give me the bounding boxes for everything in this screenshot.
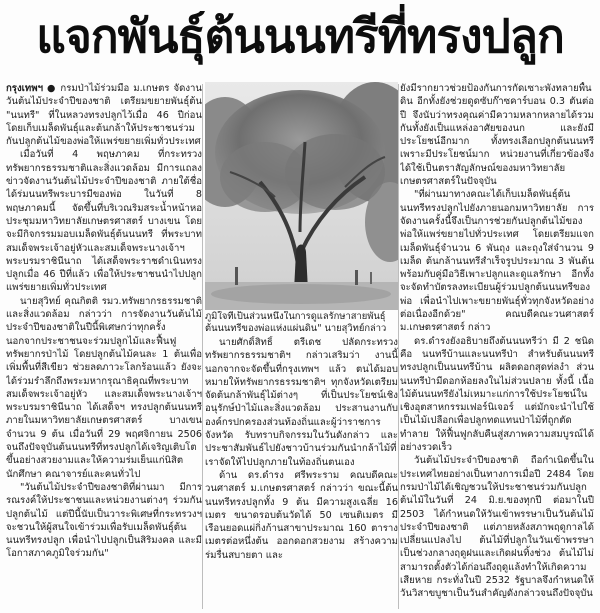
lead-paragraph bbox=[6, 82, 202, 148]
paragraph: ด้าน ดร.ดำรง ศรีพระราม คณบดีคณะวนศาสตร์ ม.เกษตรศาสตร์ กล่าวว่า ขณะนี้ต้นนนทรีทรงปลูกทั้ง 9 ต้น มีความสูงเฉลี่ย 16 เมตร ขนาดรอบต้นวัดได้ 50 เซนติเมตร มีเรือนยอดแผ่กิ่งก้านสาขาประมาณ 160 ตารางเมตรต่อหนึ่งต้น ออกดอกสวยงาม สร้างความร่มรื่นสบายตา และ bbox=[205, 469, 398, 561]
article-column-2 bbox=[205, 336, 398, 613]
column-divider bbox=[202, 84, 203, 609]
lead-text: กรมป่าไม้ร่วมมือ ม.เกษตร จัดงานวันต้นไม้ประจำปีของชาติ เตรียมขยายพันธุ์ต้น "นนทรี" ที่ในหลวงทรงปลูกไว้เมื่อ 46 ปีก่อน โดยเก็บเมล็ดพันธุ์และต้นกล้าให้ประชาชนร่วมกันปลูกต้นไม้ของพ่อให้แพร่ขยายเพิ่มทั่วประเทศ bbox=[6, 83, 202, 148]
article-column-3 bbox=[400, 82, 594, 613]
dateline: กรุงเทพฯ bbox=[6, 83, 43, 94]
nonsi-tree-photo bbox=[205, 82, 398, 310]
paragraph: ดร.ดำรงยังอธิบายถึงต้นนนทรีว่า มี 2 ชนิด คือ นนทรีบ้านและนนทรีป่า สำหรับต้นนนทรีทรงปลูกเป็นนนทรีบ้าน ผลิตดอกสุดท่ลงำ ส่วนนนทรีป่ามีดอกห้อยลงในไม่ส่วนปลาย ทั้งนี้ เนื้อไม้ต้นนนทรียังไม่เหมาะแก่การใช้ประโยชน์ในเชิงอุตสาหกรรมเฟอร์นิเจอร์ แต่มักจะนำไปใช้เป็นไม้เปลือกเพื่อปลูกทดแทนป่าไม้ที่ถูกตัดทำลาย ให้ฟื้นฟูกลับคืนสู่สภาพความสมบูรณ์ได้อย่างรวดเร็ว bbox=[400, 335, 594, 454]
paragraph: นายสุวิทย์ คุณกิตติ รมว.ทรัพยากรธรรมชาติและสิ่งแวดล้อม กล่าวว่า การจัดงานวันต้นไม้ประจำปีของชาติในปีนี้พิเศษกว่าทุกครั้ง นอกจากประชาชนจะร่วมปลูกไม้และฟื้นฟูทรัพยากรป่าไม้ โดยปลูกต้นไม้คนละ 1 ต้นเพื่อเพิ่มพื้นที่สีเขียว ช่วยลดภาวะโลกร้อนแล้ว ยังจะได้ร่วมรำลึกถึงพระมหากรุณาธิคุณที่พระบาทสมเด็จพระเจ้าอยู่หัว และสมเด็จพระนางเจ้าฯ พระบรมราชินีนาถ ได้เสด็จฯ ทรงปลูกต้นนนทรีภายในมหาวิทยาลัยเกษตรศาสตร์ บางเขน จำนวน 9 ต้น เมื่อวันที่ 29 พฤศจิกายน 2506 จนถึงปัจจุบันต้นนนทรีที่ทรงปลูกได้เจริญเติบโตขึ้นอย่างสวยงามและให้ความร่มเย็นแก่นิสิต นักศึกษา คณาจารย์และคนทั่วไป bbox=[6, 295, 202, 480]
column-divider bbox=[398, 84, 399, 609]
headline: แจกพันธุ์ต้นนนทรีที่ทรงปลูก bbox=[36, 9, 564, 63]
bullet-icon: ● bbox=[47, 83, 57, 94]
paragraph: วันต้นไม้ประจำปีของชาติ ถือกำเนิดขึ้นในประเทศไทยอย่างเป็นทางการเมื่อปี 2484 โดยกรมป่าไม้ได้เชิญชวนให้ประชาชนร่วมกันปลูกต้นไม้ในวันที่ 24 มิ.ย.ของทุกปี ต่อมาในปี 2503 ได้กำหนดให้วันเข้าพรรษาเป็นวันต้นไม้ประจำปีของชาติ แต่ภายหลังสภาพฤดูกาลได้เปลี่ยนแปลงไป ต้นไม้ที่ปลูกในวันเข้าพรรษาเป็นช่วงกลางฤดูฝนและเกิดฝนทิ้งช่วง ต้นไม้ไม่สามารถตั้งตัวได้ก่อนถึงฤดูแล้งทำให้เกิดความเสียหาย กระทั่งในปี 2532 รัฐบาลจึงกำหนดให้วันวิสาขบูชาเป็นวันสำคัญดังกล่าวจนถึงปัจจุบัน bbox=[400, 455, 594, 600]
article-column-1 bbox=[6, 82, 202, 613]
paragraph: "วันต้นไม้ประจำปีของชาติที่ผ่านมา มีการรณรงค์ให้ประชาชนและหน่วยงานต่างๆ ร่วมกันปลูกต้นไม้ แต่ปีนี้นับเป็นวาระพิเศษที่กระทรวงฯ จะชวนให้ผู้สนใจเข้าร่วมเพื่อรับเมล็ดพันธุ์ต้นนนทรีทรงปลูก เพื่อนำไปปลูกเป็นสิริมงคล และมีโอกาสภาคภูมิใจร่วมกัน" bbox=[6, 481, 202, 560]
paragraph: "ที่ผ่านมาทางคณะได้เก็บเมล็ดพันธุ์ต้นนนทรีทรงปลูกไปยังภายนอกมหาวิทยาลัย การจัดงานครั้งนี้จึงเป็นการช่วยกันปลูกต้นไม้ของพ่อให้แพร่ขยายไปทั่วประเทศ โดยเตรียมแจกเมล็ดพันธุ์จำนวน 6 พันถุง และถุงใส่จำนวน 9 เมล็ด ต้นกล้านนทรีสำเร็จรูปประมาณ 3 พันต้น พร้อมกับคู่มือวิธีเพาะปลูกและดูแลรักษา อีกทั้งจะจัดทำบัตรลงทะเบียนผู้ร่วมปลูกต้นนนทรีของพ่อ เพื่อนำไปเพาะขยายพันธุ์ทั่วทุกจังหวัดอย่างต่อเนื่องอีกด้วย" คณบดีคณะวนศาสตร์ ม.เกษตรศาสตร์ กล่าว bbox=[400, 189, 594, 334]
photo-caption: ภูมิใจที่เป็นส่วนหนึ่งในการดูแลรักษาสายพันธุ์ต้นนนทรีของพ่อแห่งแผ่นดิน" นายสุวิทย์กล่าว bbox=[205, 311, 387, 335]
paragraph: ยังมีรากยาวช่วยป้องกันการกัดเซาะพังทลายพื้นดิน อีกทั้งยังช่วยดูดซับก๊าซคาร์บอน 0.3 ตันต่อปี จึงนับว่าทรงคุณค่ามีความหลากหลายได้รวมกันทั้งยังเป็นแหล่งอาศัยของนก และยังมีประโยชน์อีกมาก ทั้งทรงเลือกปลูกต้นนนทรีเพราะมีประโยชน์มาก หน่วยงานที่เกี่ยวข้องจึงได้ใช้เป็นตราสัญลักษณ์ของมหาวิทยาลัยเกษตรศาสตร์ในปัจจุบัน bbox=[400, 83, 594, 188]
paragraph: เมื่อวันที่ 4 พฤษภาคม ที่กระทรวงทรัพยากรธรรมชาติและสิ่งแวดล้อม มีการแถลงข่าวจัดงานวันต้นไม้ประจำปีของชาติ ภายใต้ชื่อ ได้ร่มนนทรีพระบารมีของพ่อ ในวันที่ 8 พฤษภาคมนี้ จัดขึ้นที่บริเวณริมสระน้ำหน้าหอประชุมมหาวิทยาลัยเกษตรศาสตร์ บางเขน โดยจะมีกิจกรรมมอบเมล็ดพันธุ์ต้นนนทรี ที่พระบาทสมเด็จพระเจ้าอยู่หัวและสมเด็จพระนางเจ้าฯ พระบรมราชินีนาถ ได้เสด็จพระราชดำเนินทรงปลูกเมื่อ 46 ปีที่แล้ว เพื่อให้ประชาชนนำไปปลูกแพร่ขยายเพิ่มทั่วประเทศ bbox=[6, 149, 202, 294]
paragraph: นายศักดิ์สิทธิ์ ตรีเดช ปลัดกระทรวงทรัพยากรธรรมชาติฯ กล่าวเสริมว่า งานนี้นอกจากจะจัดขึ้นที่กรุงเทพฯ แล้ว ตนได้มอบหมายให้ทรัพยากรธรรมชาติฯ ทุกจังหวัดเตรียมจัดต้นกล้าพันธุ์ไม้ต่างๆ ที่เป็นประโยชน์เชิงอนุรักษ์ป่าไม้และสิ่งแวดล้อม ประสานงานกับองค์กรปกครองส่วนท้องถิ่นและผู้ว่าราชการจังหวัด รับทราบกิจกรรมในวันดังกล่าว และประชาสัมพันธ์ไปยังชาวบ้านร่วมกันนำกล้าไม้ที่เราจัดให้ไปปลูกภายในท้องถิ่นตนเอง bbox=[205, 337, 398, 468]
tree-image bbox=[205, 82, 398, 310]
